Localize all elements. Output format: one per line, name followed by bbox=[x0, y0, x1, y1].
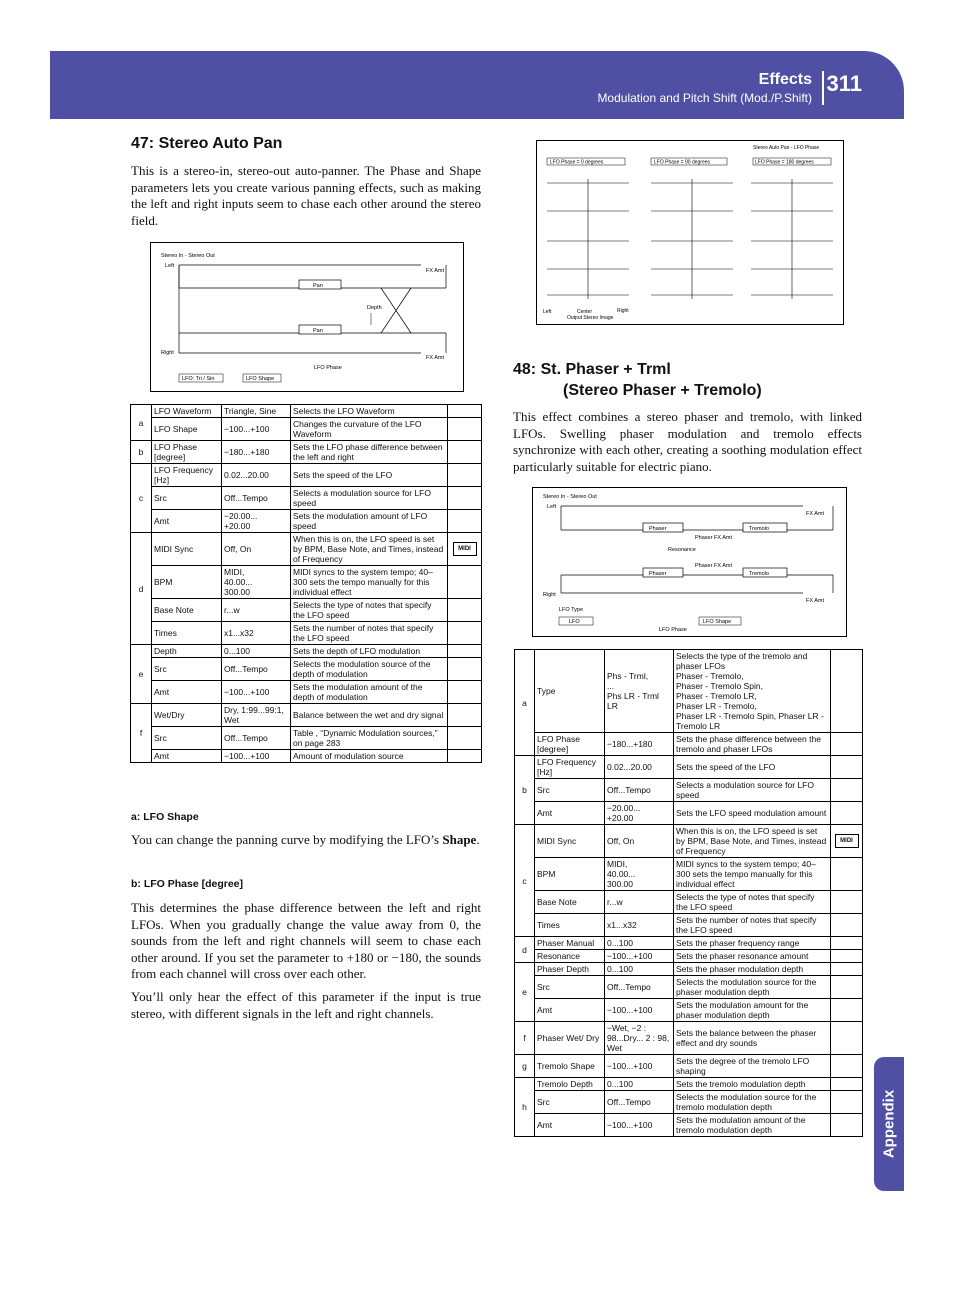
s48-cell-desc: Sets the modulation amount of the tremolo modulation depth bbox=[674, 1114, 831, 1137]
s47-diag-pan1: Pan bbox=[313, 283, 323, 289]
s48-row bbox=[515, 1022, 863, 1055]
s48-cell-icon bbox=[831, 756, 863, 779]
s47-cell-name: Base Note bbox=[152, 599, 222, 622]
s47-cell-range: Off...Tempo bbox=[222, 727, 291, 750]
s47-row bbox=[131, 658, 482, 681]
s47-cell-icon bbox=[448, 464, 482, 487]
s48-diag-phfx2: Phaser FX Amt bbox=[695, 563, 732, 569]
s48-group-label: d bbox=[515, 937, 535, 963]
s48-cell-name: LFO Phase [degree] bbox=[535, 733, 605, 756]
s47-cell-icon bbox=[448, 727, 482, 750]
s47-cell-range: −100...+100 bbox=[222, 681, 291, 704]
s47-group-label: f bbox=[131, 704, 152, 763]
s47-cell-icon bbox=[448, 704, 482, 727]
lfo-phase-title: Stereo Auto Pan - LFO Phase bbox=[753, 145, 820, 151]
s48-cell-range: −180...+180 bbox=[605, 733, 674, 756]
s47-a-heading: a: LFO Shape bbox=[131, 811, 199, 823]
s48-group-label: h bbox=[515, 1078, 535, 1137]
s48-row bbox=[515, 914, 863, 937]
s48-row bbox=[515, 999, 863, 1022]
s47-row bbox=[131, 464, 482, 487]
s48-cell-name: Tremolo Shape bbox=[535, 1055, 605, 1078]
s47-cell-name: Amt bbox=[152, 681, 222, 704]
s47-cell-desc: Selects the type of notes that specify the LFO speed bbox=[291, 599, 448, 622]
s48-diag-left: Left bbox=[547, 504, 557, 510]
s48-cell-icon bbox=[831, 914, 863, 937]
s48-cell-icon bbox=[831, 1091, 863, 1114]
s48-row bbox=[515, 891, 863, 914]
s47-cell-name: Wet/Dry bbox=[152, 704, 222, 727]
s47-cell-icon bbox=[448, 622, 482, 645]
phase-image: Output Stereo Image bbox=[567, 315, 614, 321]
s47-cell-range: −100...+100 bbox=[222, 418, 291, 441]
s47-diag-pan2: Pan bbox=[313, 328, 323, 334]
s48-cell-desc: Selects the modulation source for the tremolo modulation depth bbox=[674, 1091, 831, 1114]
s47-diag-fx2: FX Amt bbox=[426, 355, 445, 361]
s48-group-label: a bbox=[515, 650, 535, 756]
s48-cell-icon bbox=[831, 1022, 863, 1055]
s47-param-table bbox=[130, 404, 482, 763]
s48-cell-range: x1...x32 bbox=[605, 914, 674, 937]
page-number: 311 bbox=[826, 71, 862, 96]
s47-cell-desc: Balance between the wet and dry signal bbox=[291, 704, 448, 727]
section-title: Effects bbox=[758, 71, 812, 88]
phase-center: Center bbox=[577, 309, 593, 315]
s48-cell-desc: Sets the number of notes that specify the LFO speed bbox=[674, 914, 831, 937]
s47-cell-desc: Sets the LFO phase difference between the left and right bbox=[291, 441, 448, 464]
s48-cell-range: Off, On bbox=[605, 825, 674, 858]
s48-cell-icon bbox=[831, 825, 863, 858]
s47-diag-left: Left bbox=[165, 263, 175, 269]
s48-diag-phaser1: Phaser bbox=[649, 526, 667, 532]
s48-cell-name: Base Note bbox=[535, 891, 605, 914]
s48-row bbox=[515, 963, 863, 976]
s47-cell-name: Times bbox=[152, 622, 222, 645]
s48-cell-icon bbox=[831, 891, 863, 914]
s48-cell-name: LFO Frequency [Hz] bbox=[535, 756, 605, 779]
s47-row bbox=[131, 510, 482, 533]
s48-cell-icon bbox=[831, 858, 863, 891]
s48-cell-icon bbox=[831, 937, 863, 950]
s48-group-label: e bbox=[515, 963, 535, 1022]
s47-cell-icon bbox=[448, 566, 482, 599]
s48-block-diagram bbox=[532, 487, 847, 637]
s47-intro: This is a stereo-in, stereo-out auto-panner. The Phase and Shape parameters lets you create various panning effects, such as making the left and right inputs seem to chase each other around the stereo field. bbox=[131, 163, 481, 228]
s47-cell-desc: Sets the depth of LFO modulation bbox=[291, 645, 448, 658]
s48-cell-range: Off...Tempo bbox=[605, 976, 674, 999]
s48-diag-trem1: Tremolo bbox=[749, 526, 769, 532]
s47-cell-desc: MIDI syncs to the system tempo; 40–300 sets the tempo manually for this individual effect bbox=[291, 566, 448, 599]
s48-diag-trem2: Tremolo bbox=[749, 571, 769, 577]
header-divider bbox=[822, 71, 824, 105]
midi-sync-icon: MIDI bbox=[453, 542, 477, 556]
phase180-label: LFO Phase = 180 degrees bbox=[755, 159, 814, 166]
appendix-tab[interactable] bbox=[874, 1057, 904, 1191]
s48-cell-desc: Selects the modulation source for the phaser modulation depth bbox=[674, 976, 831, 999]
s48-row bbox=[515, 779, 863, 802]
s47-row bbox=[131, 599, 482, 622]
s47-cell-desc: Sets the modulation amount of the depth of modulation bbox=[291, 681, 448, 704]
s47-cell-name: BPM bbox=[152, 566, 222, 599]
s48-cell-range: 0.02...20.00 bbox=[605, 756, 674, 779]
s48-diagram-svg bbox=[533, 488, 846, 636]
s48-cell-icon bbox=[831, 1078, 863, 1091]
s48-cell-range: −20.00... +20.00 bbox=[605, 802, 674, 825]
s48-cell-desc: MIDI syncs to the system tempo; 40–300 sets the tempo manually for this individual effect bbox=[674, 858, 831, 891]
s48-cell-name: Amt bbox=[535, 999, 605, 1022]
s48-cell-desc: Sets the LFO speed modulation amount bbox=[674, 802, 831, 825]
s48-diag-phaser2: Phaser bbox=[649, 571, 667, 577]
appendix-tab-label: Appendix bbox=[880, 1089, 898, 1159]
s48-cell-desc: Sets the phase difference between the tremolo and phaser LFOs bbox=[674, 733, 831, 756]
phase-left: Left bbox=[543, 309, 552, 315]
s48-cell-desc: Sets the phaser resonance amount bbox=[674, 950, 831, 963]
s48-cell-name: MIDI Sync bbox=[535, 825, 605, 858]
s47-cell-desc: When this is on, the LFO speed is set by BPM, Base Note, and Times, instead of Frequency bbox=[291, 533, 448, 566]
s48-row bbox=[515, 1114, 863, 1137]
s48-row bbox=[515, 858, 863, 891]
s47-diag-right: Right bbox=[161, 350, 174, 356]
s48-diag-resonance: Resonance bbox=[668, 547, 696, 553]
s48-param-table bbox=[514, 649, 863, 1137]
s47-cell-name: LFO Shape bbox=[152, 418, 222, 441]
s47-cell-range: 0.02...20.00 bbox=[222, 464, 291, 487]
s48-row bbox=[515, 1078, 863, 1091]
s48-group-label: b bbox=[515, 756, 535, 825]
lfo-phase-svg bbox=[537, 141, 843, 324]
s48-cell-name: Phaser Wet/ Dry bbox=[535, 1022, 605, 1055]
s47-cell-name: Src bbox=[152, 727, 222, 750]
s48-cell-icon bbox=[831, 650, 863, 733]
s48-cell-icon bbox=[831, 1114, 863, 1137]
s48-cell-icon bbox=[831, 950, 863, 963]
s48-cell-desc: Sets the tremolo modulation depth bbox=[674, 1078, 831, 1091]
s48-cell-range: 0...100 bbox=[605, 1078, 674, 1091]
s48-cell-range: Off...Tempo bbox=[605, 1091, 674, 1114]
lfo-phase-diagram bbox=[536, 140, 844, 325]
s48-diag-lfo: LFO bbox=[569, 619, 580, 625]
s48-cell-name: Src bbox=[535, 976, 605, 999]
s48-title: 48: St. Phaser + Trml bbox=[513, 361, 671, 378]
s47-cell-name: LFO Waveform bbox=[152, 405, 222, 418]
s47-cell-range: Triangle, Sine bbox=[222, 405, 291, 418]
s48-diag-lfotype: LFO Type bbox=[559, 607, 584, 613]
s48-diag-right: Right bbox=[543, 592, 556, 598]
s48-cell-desc: Sets the modulation amount for the phaser modulation depth bbox=[674, 999, 831, 1022]
s48-cell-desc: Sets the phaser modulation depth bbox=[674, 963, 831, 976]
s48-cell-range: 0...100 bbox=[605, 937, 674, 950]
s47-row bbox=[131, 645, 482, 658]
s48-cell-range: Phs - Trml, ... Phs LR - Trml LR bbox=[605, 650, 674, 733]
s48-group-label: c bbox=[515, 825, 535, 937]
s47-row bbox=[131, 487, 482, 510]
s47-group-label: b bbox=[131, 441, 152, 464]
s48-cell-range: r...w bbox=[605, 891, 674, 914]
s48-row bbox=[515, 650, 863, 733]
s47-diag-lfo-phase: LFO Phase bbox=[314, 365, 342, 371]
s48-row bbox=[515, 1091, 863, 1114]
s47-b-text2: You’ll only hear the effect of this parameter if the input is true stereo, with different signals in the left and right channels. bbox=[131, 989, 481, 1021]
s47-cell-desc: Amount of modulation source bbox=[291, 750, 448, 763]
s48-cell-icon bbox=[831, 779, 863, 802]
s47-cell-name: Amt bbox=[152, 750, 222, 763]
s47-cell-icon bbox=[448, 681, 482, 704]
s47-block-diagram bbox=[150, 242, 464, 392]
s48-diag-lfoshape: LFO Shape bbox=[703, 619, 732, 625]
s47-cell-icon bbox=[448, 487, 482, 510]
s47-row bbox=[131, 622, 482, 645]
s48-cell-name: Src bbox=[535, 779, 605, 802]
section-subtitle: Modulation and Pitch Shift (Mod./P.Shift) bbox=[597, 91, 812, 105]
s47-cell-name: LFO Frequency [Hz] bbox=[152, 464, 222, 487]
s47-cell-range: MIDI, 40.00... 300.00 bbox=[222, 566, 291, 599]
s48-cell-name: Phaser Depth bbox=[535, 963, 605, 976]
s47-cell-icon bbox=[448, 441, 482, 464]
s47-diag-title: Stereo In - Stereo Out bbox=[161, 253, 215, 259]
s47-cell-desc: Sets the speed of the LFO bbox=[291, 464, 448, 487]
s47-cell-icon bbox=[448, 658, 482, 681]
s47-diag-lfo-shape: LFO Shape bbox=[246, 376, 275, 382]
s48-cell-icon bbox=[831, 999, 863, 1022]
s47-cell-range: Off...Tempo bbox=[222, 658, 291, 681]
s47-cell-range: 0...100 bbox=[222, 645, 291, 658]
s48-cell-name: Phaser Manual bbox=[535, 937, 605, 950]
s47-title: 47: Stereo Auto Pan bbox=[131, 135, 283, 152]
s47-cell-range: −100...+100 bbox=[222, 750, 291, 763]
s47-cell-icon bbox=[448, 750, 482, 763]
s48-cell-desc: Selects the type of the tremolo and phaser LFOs Phaser - Tremolo, Phaser - Tremolo Spin, Phaser - Tremolo LR, Phaser LR - Tremolo, Phaser LR - Tremolo Spin, Phaser LR - Tremolo LR bbox=[674, 650, 831, 733]
s48-row bbox=[515, 937, 863, 950]
s47-diag-depth: Depth bbox=[367, 305, 382, 311]
midi-sync-icon: MIDI bbox=[835, 834, 859, 848]
s47-cell-desc: Selects the LFO Waveform bbox=[291, 405, 448, 418]
s48-row bbox=[515, 976, 863, 999]
s47-row bbox=[131, 750, 482, 763]
s47-cell-name: Amt bbox=[152, 510, 222, 533]
s47-row bbox=[131, 727, 482, 750]
s48-row bbox=[515, 802, 863, 825]
s48-cell-icon bbox=[831, 802, 863, 825]
s47-cell-desc: Selects the modulation source of the depth of modulation bbox=[291, 658, 448, 681]
s47-row bbox=[131, 704, 482, 727]
s47-group-label: a bbox=[131, 405, 152, 441]
s47-cell-name: Src bbox=[152, 658, 222, 681]
page-header bbox=[50, 51, 904, 119]
s47-cell-range: Off, On bbox=[222, 533, 291, 566]
s47-cell-desc: Sets the modulation amount of LFO speed bbox=[291, 510, 448, 533]
s48-diag-title: Stereo In - Stereo Out bbox=[543, 494, 597, 500]
s47-cell-icon bbox=[448, 418, 482, 441]
s48-cell-name: Amt bbox=[535, 802, 605, 825]
s48-cell-icon bbox=[831, 1055, 863, 1078]
s48-group-label: g bbox=[515, 1055, 535, 1078]
s47-cell-icon bbox=[448, 645, 482, 658]
s47-cell-range: r...w bbox=[222, 599, 291, 622]
s47-b-heading: b: LFO Phase [degree] bbox=[131, 878, 244, 890]
s47-cell-name: Src bbox=[152, 487, 222, 510]
s48-row bbox=[515, 825, 863, 858]
s48-cell-range: −Wet, −2 : 98...Dry... 2 : 98, Wet bbox=[605, 1022, 674, 1055]
s47-a-text: You can change the panning curve by modifying the LFO’s Shape. bbox=[131, 832, 480, 847]
s47-cell-icon bbox=[448, 599, 482, 622]
s48-cell-desc: Selects a modulation source for LFO speed bbox=[674, 779, 831, 802]
s47-cell-name: MIDI Sync bbox=[152, 533, 222, 566]
s47-cell-desc: Sets the number of notes that specify the LFO speed bbox=[291, 622, 448, 645]
s47-cell-name: Depth bbox=[152, 645, 222, 658]
s47-group-label: e bbox=[131, 645, 152, 704]
phase-right: Right bbox=[617, 308, 629, 314]
s47-cell-icon bbox=[448, 405, 482, 418]
s48-cell-name: Resonance bbox=[535, 950, 605, 963]
s47-row bbox=[131, 418, 482, 441]
s47-cell-desc: Table , “Dynamic Modulation sources,” on page 283 bbox=[291, 727, 448, 750]
s48-cell-range: −100...+100 bbox=[605, 999, 674, 1022]
s47-cell-desc: Selects a modulation source for LFO speed bbox=[291, 487, 448, 510]
s47-cell-desc: Changes the curvature of the LFO Waveform bbox=[291, 418, 448, 441]
s48-cell-name: Times bbox=[535, 914, 605, 937]
s48-cell-desc: Sets the phaser frequency range bbox=[674, 937, 831, 950]
s48-diag-fx2: FX Amt bbox=[806, 598, 825, 604]
s47-diagram-svg bbox=[151, 243, 463, 391]
s48-cell-icon bbox=[831, 963, 863, 976]
s48-cell-name: Amt bbox=[535, 1114, 605, 1137]
s48-cell-range: Off...Tempo bbox=[605, 779, 674, 802]
s48-diag-lfophase: LFO Phase bbox=[659, 627, 687, 633]
s48-cell-range: −100...+100 bbox=[605, 1055, 674, 1078]
s48-diag-fx1: FX Amt bbox=[806, 511, 825, 517]
s48-cell-desc: Sets the balance between the phaser effect and dry sounds bbox=[674, 1022, 831, 1055]
s48-cell-range: −100...+100 bbox=[605, 1114, 674, 1137]
s47-row bbox=[131, 681, 482, 704]
s48-cell-desc: Selects the type of notes that specify the LFO speed bbox=[674, 891, 831, 914]
s47-cell-icon bbox=[448, 533, 482, 566]
s48-cell-desc: When this is on, the LFO speed is set by BPM, Base Note, and Times, instead of Frequency bbox=[674, 825, 831, 858]
s48-diag-phfx1: Phaser FX Amt bbox=[695, 535, 732, 541]
s48-cell-desc: Sets the speed of the LFO bbox=[674, 756, 831, 779]
s47-diag-lfo-tri: LFO: Tri / Sin bbox=[182, 376, 215, 382]
s47-group-label: d bbox=[131, 533, 152, 645]
s48-row bbox=[515, 1055, 863, 1078]
s47-cell-range: Dry, 1:99...99:1, Wet bbox=[222, 704, 291, 727]
s48-cell-name: Type bbox=[535, 650, 605, 733]
s47-row bbox=[131, 441, 482, 464]
s47-cell-range: −20.00... +20.00 bbox=[222, 510, 291, 533]
s47-row bbox=[131, 405, 482, 418]
s48-group-label: f bbox=[515, 1022, 535, 1055]
s47-row bbox=[131, 566, 482, 599]
s48-cell-range: MIDI, 40.00... 300.00 bbox=[605, 858, 674, 891]
s48-cell-name: Src bbox=[535, 1091, 605, 1114]
phase0-label: LFO Phase = 0 degrees bbox=[550, 159, 604, 166]
s47-cell-range: Off...Tempo bbox=[222, 487, 291, 510]
s47-group-label: c bbox=[131, 464, 152, 533]
s48-cell-icon bbox=[831, 976, 863, 999]
phase90-label: LFO Phase = 90 degrees bbox=[654, 159, 711, 166]
s48-subtitle: (Stereo Phaser + Tremolo) bbox=[563, 382, 762, 399]
s48-cell-name: Tremolo Depth bbox=[535, 1078, 605, 1091]
s47-cell-icon bbox=[448, 510, 482, 533]
s48-row bbox=[515, 733, 863, 756]
s48-cell-name: BPM bbox=[535, 858, 605, 891]
s47-b-text: This determines the phase difference between the left and right LFOs. When you gradually change the value away from 0, the sounds from the left and right channels will seem to chase each other around. If you set the parameter to +180 or −180, the sounds from each channel will cross over each other. bbox=[131, 900, 481, 981]
s48-row bbox=[515, 756, 863, 779]
s48-row bbox=[515, 950, 863, 963]
s47-cell-range: −180...+180 bbox=[222, 441, 291, 464]
s47-cell-range: x1...x32 bbox=[222, 622, 291, 645]
s47-cell-name: LFO Phase [degree] bbox=[152, 441, 222, 464]
s48-intro: This effect combines a stereo phaser and tremolo, with linked LFOs. Swelling phaser modulation and tremolo effects synchronize with each other, creating a soothing modulation effect particularly suitable for electric piano. bbox=[513, 409, 862, 474]
s48-cell-desc: Sets the degree of the tremolo LFO shaping bbox=[674, 1055, 831, 1078]
s48-cell-range: 0...100 bbox=[605, 963, 674, 976]
s48-cell-icon bbox=[831, 733, 863, 756]
s47-row bbox=[131, 533, 482, 566]
s48-cell-range: −100...+100 bbox=[605, 950, 674, 963]
s47-diag-fx1: FX Amt bbox=[426, 268, 445, 274]
